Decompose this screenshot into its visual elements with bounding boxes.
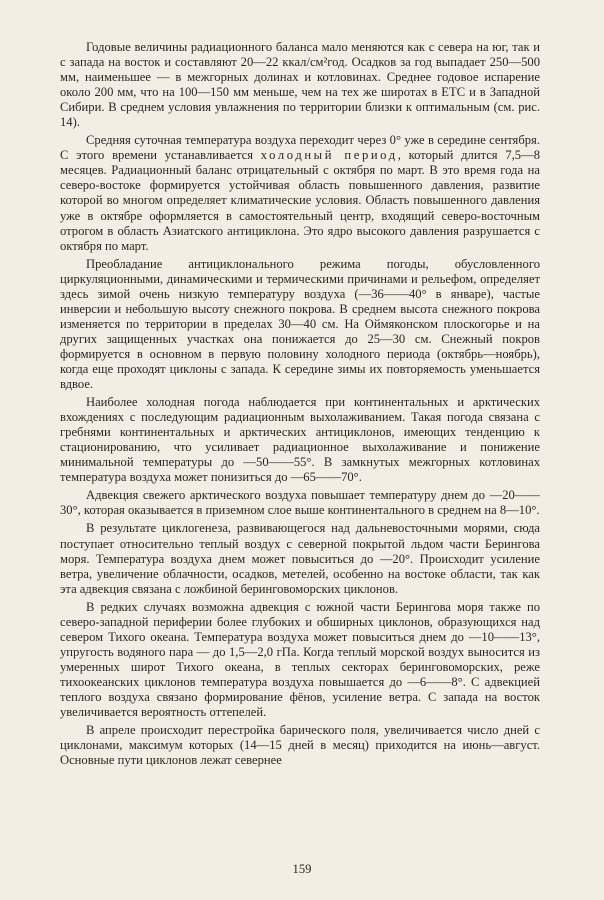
paragraph-daily-temperature-end: , который длится 7,5—8 месяцев. Радиационный баланс отрицательный с октября по март. В это время года на северо-востоке формируется устойчивая область повышенного давления, развитие которой во многом определяет климатические условия. Область повышенного давления уже в октябре оформляется в самостоятельный центр, входящий северо-восточным отрогом в область Азиатского антициклона. Это ядро высокого давления разрушается с октября по март. [60, 148, 540, 253]
paragraph-april-rearrangement: В апреле происходит перестройка барического поля, увеличивается число дней с циклонами, максимум которых (14—15 дней в месяц) приходится на июнь—август. Основные пути циклонов лежат севернее [60, 723, 540, 768]
page-text-column [60, 40, 540, 860]
paragraph-daily-temperature-start: Средняя суточная температура воздуха переходит через 0° уже в середине сентября. С этого времени устанавливается [60, 133, 540, 163]
paragraph-rare-advection: В редких случаях возможна адвекция с южной части Берингова моря также по северо-западной периферии более глубоких и обширных циклонов, образующихся над севером Тихого океана. Температура воздуха может повыситься днем до —10——13°, упругость водяного пара — до 1,5—2,0 гПа. Когда теплый морской воздух выносится из умеренных широт Тихого океана, в теплых секторах беринговоморских, реже тихоокеанских циклонов температура воздуха повышается до —6——8°. С адвекцией теплого воздуха связано формирование фёнов, усиление ветра. С запада на восток увеличивается вероятность оттепелей. [60, 599, 540, 720]
paragraph-coldest-weather: Наиболее холодная погода наблюдается при континентальных и арктических вхождениях с последующим радиационным выхолаживанием. Такая погода связана с гребнями континентальных и арктических антициклонов, имеющих тенденцию к стационированию, что усиливает радиационное выхолаживание и понижение минимальной температуры до —50——55°. В замкнутых межгорных котловинах температура воздуха может понизиться до —65——70°. [60, 395, 540, 485]
paragraph-cyclogenesis: В результате циклогенеза, развивающегося над дальневосточными морями, сюда поступает относительно теплый воздух с северной покрытой льдом части Берингова моря. Температура воздуха днем может повыситься до —20°. Происходит усиление ветра, увеличение облачности, осадков, метелей, особенно на востоке области, так как эта адвекция связана с ложбиной беринговоморских циклонов. [60, 521, 540, 596]
spaced-term-cold-period: холодный период [260, 148, 398, 163]
paragraph-arctic-advection: Адвекция свежего арктического воздуха повышает температуру днем до —20——30°, которая оказывается в приземном слое выше континентального в среднем на 8—10°. [60, 488, 540, 518]
paragraph-radiation-balance: Годовые величины радиационного баланса мало меняются как с севера на юг, так и с запада на восток и составляют 20—22 ккал/см²год. Осадков за год выпадает 250—500 мм, наименьшее — в межгорных долинах и котловинах. Среднее годовое испарение около 200 мм, что на 100—150 мм меньше, чем на тех же широтах в ЕТС и в Западной Сибири. В среднем условия увлажнения по территории близки к оптимальным (см. рис. 14). [60, 40, 540, 130]
paragraph-daily-temperature [60, 133, 540, 253]
paragraph-anticyclonic-regime: Преобладание антициклонального режима погоды, обусловленного циркуляционными, динамическими и термическими причинами и рельефом, определяет здесь зимой очень низкую температуру воздуха (—36——40° в январе), частые инверсии и небольшую высоту снежного покрова. В среднем высота снежного покрова изменяется по территории в пределах 30—40 см. На Оймяконском плоскогорье и на других защищенных участках она понижается до 25—30 см. Снежный покров формируется в основном в первую половину холодного периода (октябрь—ноябрь), когда еще проходят циклоны с запада. К середине зимы их повторяемость уменьшается вдвое. [60, 256, 540, 392]
page-number: 159 [292, 862, 312, 876]
